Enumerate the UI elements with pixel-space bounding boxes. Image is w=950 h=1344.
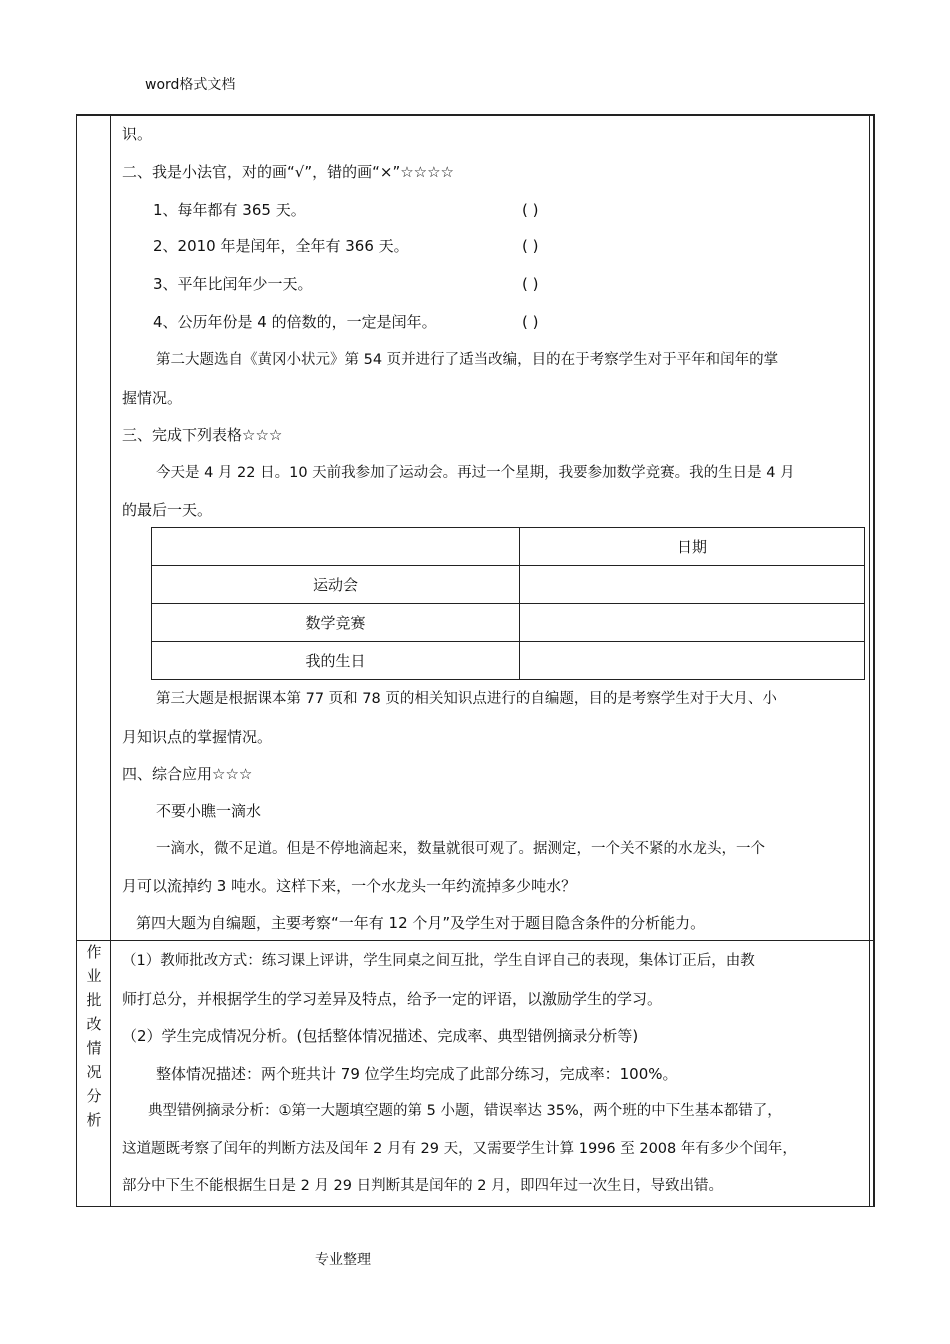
item-3-blank: ( ) <box>522 275 539 293</box>
table-row <box>152 528 865 566</box>
item-4-blank: ( ) <box>522 313 539 331</box>
section-3-note-line-2: 月知识点的掌握情况。 <box>122 728 273 746</box>
section-4-text-line-2: 月可以流掉约 3 吨水。这样下来，一个水龙头一年约流掉多少吨水？ <box>122 877 577 895</box>
section-4-title: 四、综合应用☆☆☆ <box>122 765 253 783</box>
section-3-title: 三、完成下列表格☆☆☆ <box>122 426 283 444</box>
analysis-p4-line-3: 部分中下生不能根据生日是 2 月 29 日判断其是闰年的 2 月，即四年过一次生日，导致出错。 <box>122 1178 724 1194</box>
page-header: word格式文档 <box>145 77 236 93</box>
item-1-blank: ( ) <box>522 201 539 219</box>
analysis-p4-line-1: 典型错例摘录分析：①第一大题填空题的第 5 小题，错误率达 35%，两个班的中下生基本都错了， <box>148 1103 782 1119</box>
table-cell-empty <box>152 528 520 566</box>
analysis-p2: （2）学生完成情况分析。(包括整体情况描述、完成率、典型错例摘录分析等) <box>122 1027 639 1045</box>
date-table <box>151 527 865 680</box>
item-1-text: 1、每年都有 365 天。 <box>153 201 306 219</box>
section-3-text-line-2: 的最后一天。 <box>122 501 213 519</box>
table-cell-answer[interactable] <box>520 566 865 604</box>
item-3-text: 3、平年比闰年少一天。 <box>153 275 313 293</box>
section-4-subtitle: 不要小瞧一滴水 <box>156 802 262 820</box>
analysis-p1-line-2: 师打总分，并根据学生的学习差异及特点，给予一定的评语，以激励学生的学习。 <box>122 990 663 1008</box>
side-label: 作 业 批 改 情 况 分 析 <box>86 943 102 1129</box>
item-2-blank: ( ) <box>522 237 539 255</box>
analysis-p1-line-1: （1）教师批改方式：练习课上评讲，学生同桌之间互批，学生自评自己的表现，集体订正后，由教 <box>122 953 755 969</box>
table-row <box>152 566 865 604</box>
section-4-note: 第四大题为自编题，主要考察“一年有 12 个月”及学生对于题目隐含条件的分析能力。 <box>136 914 706 932</box>
column-divider-inner <box>869 114 870 1207</box>
section-2-title: 二、我是小法官，对的画“√”，错的画“×”☆☆☆☆ <box>122 163 455 181</box>
section-2-note-line-1: 第二大题选自《黄冈小状元》第 54 页并进行了适当改编，目的在于考察学生对于平年和闰年的掌 <box>156 352 779 368</box>
page-footer: 专业整理 <box>315 1252 371 1268</box>
analysis-p3: 整体情况描述：两个班共计 79 位学生均完成了此部分练习，完成率：100%。 <box>156 1065 678 1083</box>
table-cell-label: 我的生日 <box>152 642 520 680</box>
section-3-text-line-1: 今天是 4 月 22 日。10 天前我参加了运动会。再过一个星期，我要参加数学竞赛。我的生日是 4 月 <box>156 465 795 481</box>
table-cell-label: 运动会 <box>152 566 520 604</box>
table-cell-label: 数学竞赛 <box>152 604 520 642</box>
continued-text: 识。 <box>122 125 153 143</box>
section-2-note-line-2: 握情况。 <box>122 389 183 407</box>
table-row <box>152 604 865 642</box>
item-2-text: 2、2010 年是闰年，全年有 366 天。 <box>153 237 409 255</box>
section-3-note-line-1: 第三大题是根据课本第 77 页和 78 页的相关知识点进行的自编题，目的是考察学生对于大月、小 <box>156 691 777 707</box>
item-4-text: 4、公历年份是 4 的倍数的，一定是闰年。 <box>153 313 437 331</box>
table-header-date: 日期 <box>520 528 865 566</box>
row-divider <box>76 940 875 941</box>
section-4-text-line-1: 一滴水，微不足道。但是不停地滴起来，数量就很可观了。据测定，一个关不紧的水龙头，一个 <box>156 841 765 857</box>
table-row <box>152 642 865 680</box>
analysis-p4-line-2: 这道题既考察了闰年的判断方法及闰年 2 月有 29 天，又需要学生计算 1996 至 2008 年有多少个闰年， <box>122 1141 797 1157</box>
table-cell-answer[interactable] <box>520 604 865 642</box>
table-cell-answer[interactable] <box>520 642 865 680</box>
column-divider <box>110 114 111 1207</box>
